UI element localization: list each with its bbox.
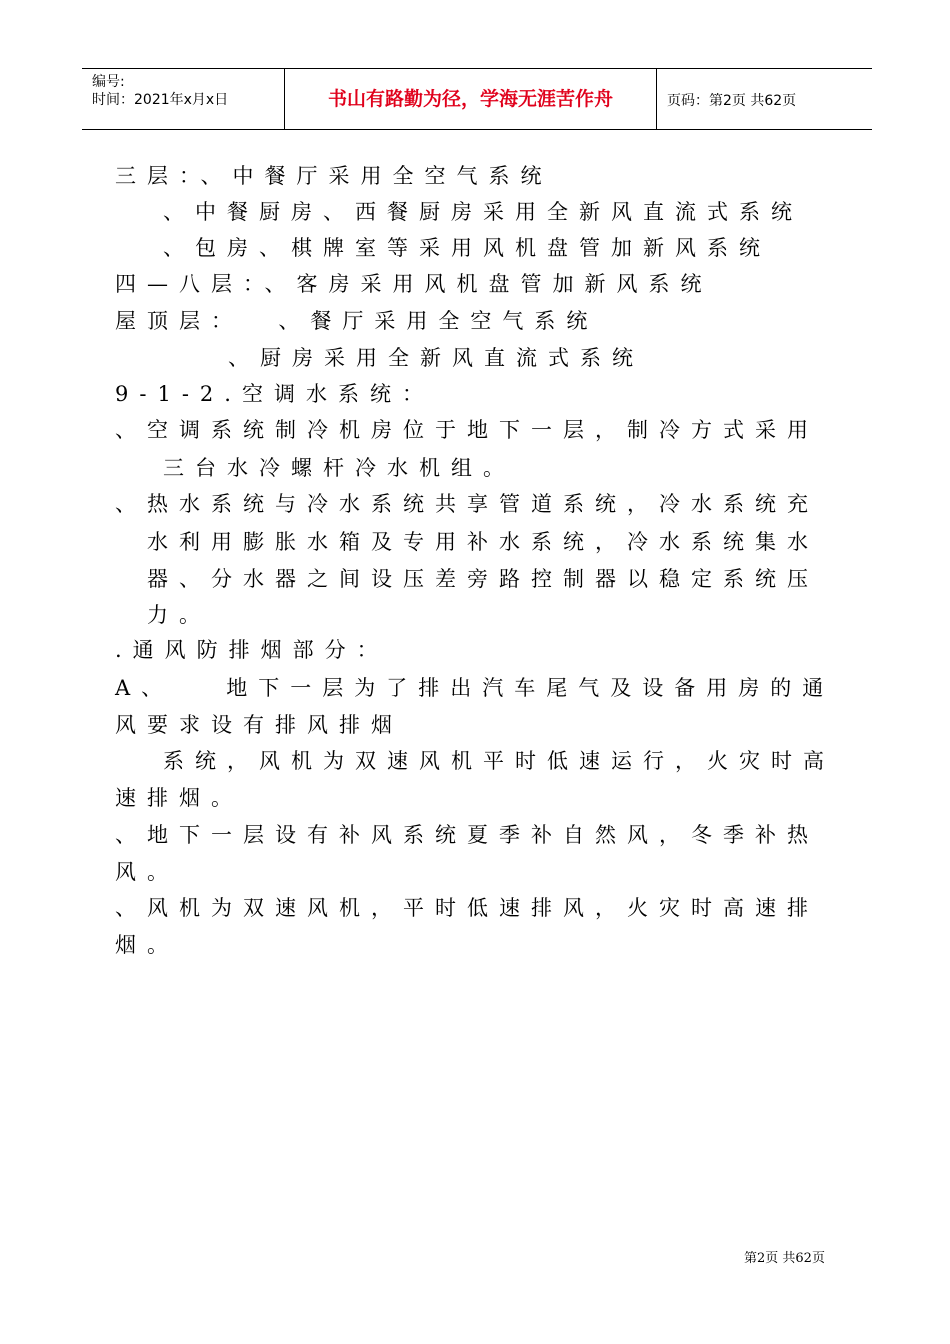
- body-line: 器、分水器之间设压差旁路控制器以稳定系统压: [147, 567, 819, 591]
- header-motto: 书山有路勤为径，学海无涯苦作舟: [327, 88, 613, 110]
- document-code-label: 编号:: [92, 74, 125, 90]
- section-heading: .通风防排烟部分：: [115, 638, 389, 662]
- body-line: 三台水冷螺杆冷水机组。: [163, 456, 515, 480]
- body-line: 风要求设有排风排烟: [115, 713, 403, 737]
- body-line: 烟。: [115, 933, 179, 957]
- body-line: 、空调系统制冷机房位于地下一层，制冷方式采用: [115, 418, 819, 442]
- body-line: 水利用膨胀水箱及专用补水系统，冷水系统集水: [147, 530, 819, 554]
- body-line: 风。: [115, 860, 179, 884]
- body-line: 力。: [147, 603, 211, 627]
- body-line: 三层：、中餐厅采用全空气系统: [115, 164, 553, 188]
- header-table: [82, 68, 872, 130]
- body-line: 、热水系统与冷水系统共享管道系统，冷水系统充: [115, 492, 819, 516]
- body-line: 四—八层：、客房采用风机盘管加新风系统: [115, 272, 713, 296]
- body-line: 、中餐厨房、西餐厨房采用全新风直流式系统: [163, 200, 803, 224]
- body-line: 、厨房采用全新风直流式系统: [228, 346, 644, 370]
- body-line: A、 地下一层为了排出汽车尾气及设备用房的通: [115, 676, 835, 700]
- body-line: 速排烟。: [115, 786, 243, 810]
- body-line: 系统，风机为双速风机平时低速运行，火灾时高: [163, 749, 835, 773]
- body-line: 屋顶层： 、餐厅采用全空气系统: [115, 309, 599, 333]
- body-line: 、地下一层设有补风系统夏季补自然风，冬季补热: [115, 823, 819, 847]
- section-heading: 9-1-2.空调水系统：: [115, 382, 434, 406]
- body-line: 、风机为双速风机，平时低速排风，火灾时高速排: [115, 896, 819, 920]
- header-page-info: 页码：第2页 共62页: [667, 93, 797, 109]
- footer-page-number: 第2页 共62页: [744, 1251, 825, 1266]
- header-info-cell: [82, 69, 282, 129]
- header-divider: [656, 69, 657, 129]
- document-time: 时间：2021年x月x日: [92, 92, 229, 108]
- body-line: 、包房、棋牌室等采用风机盘管加新风系统: [163, 236, 771, 260]
